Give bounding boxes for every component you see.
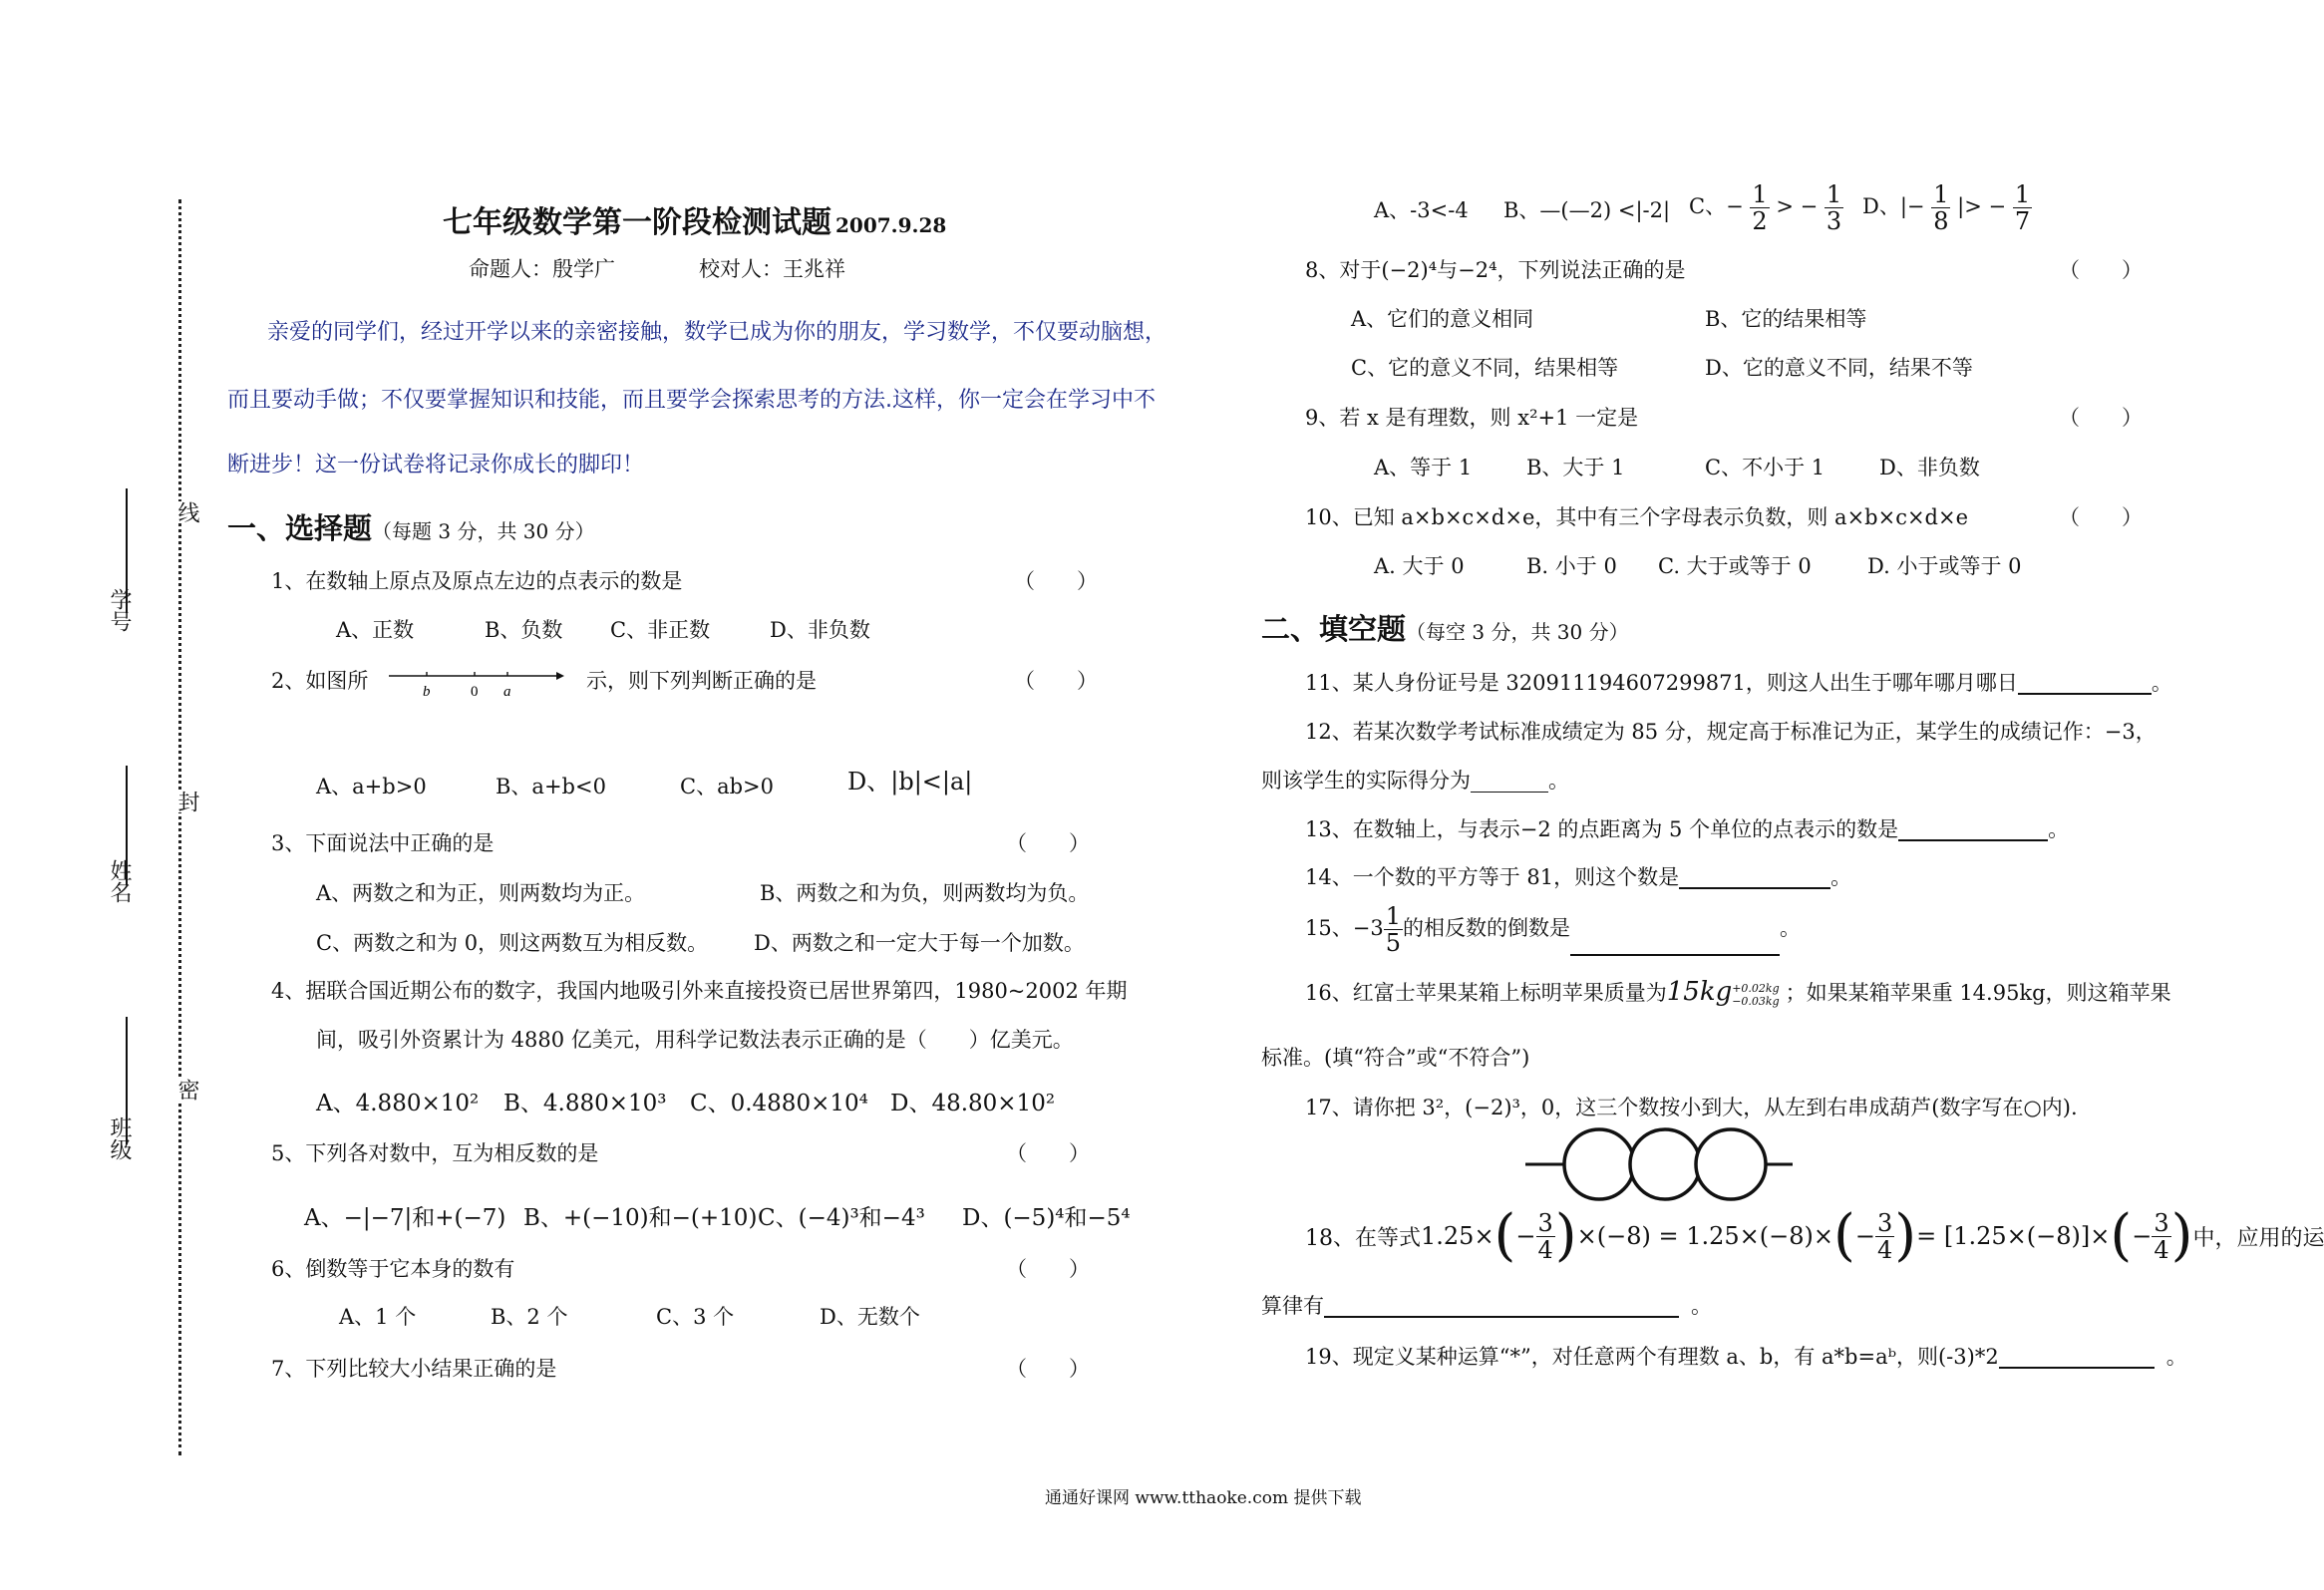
q7-option-b: B、—(—2) <|-2| [1503,198,1671,222]
q18-fraction-2: − [1854,1222,1875,1250]
q8-option-c: C、它的意义不同，结果相等 [1351,356,1619,380]
q18-line-1: 18、在等式 1.25× ( − $\frac{3}{4}$ ) ×(−8) = 1.25×(−8)× ( − $\frac{3}{4}$ ) = [1.25×(−8)]× ( − $\frac{3}{4}$ ) 中，应用的运 [1305,1203,2324,1268]
q14-answer-blank[interactable] [1679,867,1830,889]
q9-option-c: C、不小于 1 [1705,456,1826,479]
q16-prefix: 16、红富士苹果某箱上标明苹果质量为 [1305,981,1667,1005]
q7-option-d [1862,181,2032,234]
q7-d-prefix: D、|− [1862,194,1925,218]
q7-stem: 7、下列比较大小结果正确的是 [271,1357,557,1381]
exam-title: 七年级数学第一阶段检测试题 [443,205,831,240]
q10-stem: 10、已知 a×b×c×d×e，其中有三个字母表示负数，则 a×b×c×d×e [1305,505,1969,529]
q8-option-a: A、它们的意义相同 [1351,307,1534,331]
q1-option-d: D、非负数 [770,618,870,642]
q9-option-b: B、大于 1 [1526,456,1625,479]
q2-option-b: B、a+b<0 [496,775,606,798]
q3-stem: 3、下面说法中正确的是 [271,831,495,855]
q18-expr-1: 1.25× [1421,1222,1494,1250]
q19-text: 19、现定义某种运算“*”，对任意两个有理数 a、b，有 a*b=aᵇ，则(-3)*2 [1305,1345,1999,1369]
q3-option-b: B、两数之和为负，则两数均为负。 [760,881,1090,905]
q14-text: 14、一个数的平方等于 81，则这个数是 [1305,865,1680,889]
q6-option-d: D、无数个 [820,1305,920,1329]
q1-option-b: B、负数 [485,618,563,642]
q11-line [1305,671,2172,695]
q2-answer-paren: （ ） [1014,669,1098,693]
q12-end: 。 [1548,769,1569,793]
q2-option-d: D、|b|<|a| [847,768,973,795]
q7-d-fraction-2: $\frac{1}{7}$ [2014,180,2031,235]
q15-fraction: $\frac{1}{5}$ [1385,902,1401,957]
q2-number-line [387,662,566,702]
q19-end: 。 [2165,1345,2187,1369]
author-line: 命题人：殷学广 校对人：王兆祥 [469,257,845,281]
q14-end: 。 [1830,865,1852,889]
section1-note: （每题 3 分，共 30 分） [372,519,595,543]
q1-option-c: C、非正数 [610,618,711,642]
q6-option-a: A、1 个 [339,1305,417,1329]
binding-xuehao-line [126,488,128,613]
q12-text: 则该学生的实际得分为 [1261,769,1471,793]
q11-answer-blank[interactable] [2018,673,2152,695]
q18-expr-3: = [1.25×(−8)]× [1916,1222,2111,1250]
gourd-circle-2[interactable] [1630,1129,1700,1199]
q11-text: 11、某人身份证号是 320911194607299871，则这人出生于哪年哪月哪日 [1305,671,2018,695]
gourd-circle-3[interactable] [1696,1129,1766,1199]
intro-line-1: 亲爱的同学们，经过开学以来的亲密接触，数学已成为你的朋友，学习数学，不仅要动脑想， [267,320,1167,345]
q10-answer-paren: （ ） [2059,505,2143,529]
q2-stem-a: 2、如图所 [271,669,369,693]
q13-answer-blank[interactable] [1898,819,2048,841]
binding-xuehao-label: 学号 [107,588,132,632]
q3-option-a: A、两数之和为正，则两数均为正。 [316,881,646,905]
binding-dotted-line [178,199,181,1455]
q15-end: 。 [1779,916,1801,940]
binding-xian-label: 线 [171,501,202,523]
q10-option-b: B. 小于 0 [1526,554,1617,578]
q18-answer-blank[interactable] [1324,1296,1679,1318]
q19-line [1305,1345,2187,1369]
q5-option-d: D、(−5)⁴和−5⁴ [962,1205,1131,1231]
binding-feng-label: 封 [171,791,202,812]
q10-option-d: D. 小于或等于 0 [1867,554,2022,578]
q5-option-c: C、(−4)³和−4³ [758,1205,925,1231]
intro-line-2: 而且要动手做；不仅要掌握知识和技能，而且要学会探索思考的方法.这样，你一定会在学习中不 [227,388,1156,413]
q2-axis-a-label: a [503,684,511,700]
footer-text: 通通好课网 www.tthaoke.com 提供下载 [1045,1488,1362,1508]
q4-line-1: 4、据联合国近期公布的数字，我国内地吸引外来直接投资已居世界第四，1980~2002 年期 [271,979,1128,1003]
q7-c-mid: > − [1776,194,1819,218]
binding-banji-label: 班级 [107,1116,132,1160]
gourd-circle-1[interactable] [1564,1129,1634,1199]
q6-option-c: C、3 个 [656,1305,735,1329]
q8-answer-paren: （ ） [2059,258,2143,282]
q8-stem: 8、对于(−2)⁴与−2⁴，下列说法正确的是 [1305,258,1686,282]
q7-option-c [1689,181,1843,234]
q4-option-a: A、4.880×10² [316,1091,480,1116]
q3-answer-paren: （ ） [1006,831,1090,855]
q7-answer-paren: （ ） [1006,1357,1090,1381]
q9-option-a: A、等于 1 [1374,456,1473,479]
q15-prefix: 15、−3 [1305,916,1384,940]
page-title [443,197,946,241]
binding-banji-line [126,1017,128,1144]
q1-option-a: A、正数 [336,618,415,642]
q4-option-b: B、4.880×10³ [503,1091,667,1116]
q18-fraction-2b: $\frac{3}{4}$ [1876,1208,1893,1264]
binding-xingming-line [126,766,128,885]
q9-option-d: D、非负数 [1879,456,1980,479]
q5-stem: 5、下列各对数中，互为相反数的是 [271,1141,599,1165]
q1-answer-paren: （ ） [1014,569,1098,593]
q12-line-2 [1261,769,1569,793]
q2-option-c: C、ab>0 [680,775,774,798]
q18-text-2: 算律有 [1261,1294,1324,1318]
q5-option-b: B、+(−10)和−(+10) [523,1205,758,1231]
q4-line-2: 间，吸引外资累计为 4880 亿美元，用科学记数法表示正确的是（ ）亿美元。 [316,1028,1074,1052]
q5-option-a: A、−|−7|和+(−7) [304,1205,506,1231]
binding-mi-label: 密 [171,1079,202,1101]
section2-note: （每空 3 分，共 30 分） [1406,620,1629,644]
q10-option-a: A. 大于 0 [1374,554,1465,578]
q9-stem: 9、若 x 是有理数，则 x²+1 一定是 [1305,406,1639,430]
q6-option-b: B、2 个 [491,1305,568,1329]
q19-answer-blank[interactable] [1999,1347,2155,1369]
q13-text: 13、在数轴上，与表示−2 的点距离为 5 个单位的点表示的数是 [1305,817,1899,841]
section1-heading [227,506,595,547]
q7-d-fraction-1: $\frac{1}{8}$ [1933,180,1949,235]
q17-text: 17、请你把 3²，(−2)³，0，这三个数按小到大，从左到右串成葫芦(数字写在○内). [1305,1096,2078,1119]
q18-fraction-3: − [2132,1222,2153,1250]
q18-end: 。 [1691,1294,1712,1318]
q7-c-prefix: C、− [1689,194,1744,218]
q17-gourd-diagram [1525,1126,1795,1206]
q15-text: 的相反数的倒数是 [1402,916,1570,940]
q13-end: 。 [2048,817,2070,841]
q15-line [1305,903,1801,956]
intro-line-3: 断进步！这一份试卷将记录你成长的脚印！ [227,453,645,477]
q6-answer-paren: （ ） [1006,1257,1090,1281]
q11-end: 。 [2151,671,2172,695]
q7-d-mid: |> − [1957,194,2007,218]
q12-line-1: 12、若某次数学考试标准成绩定为 85 分，规定高于标准记为正，某学生的成绩记作：−3， [1305,720,2157,744]
q5-answer-paren: （ ） [1006,1141,1090,1165]
q7-c-fraction-2: $\frac{1}{3}$ [1826,180,1842,235]
binding-xingming-label: 姓名 [107,859,132,903]
q4-option-c: C、0.4880×10⁴ [690,1091,868,1116]
q3-option-d: D、两数之和一定大于每一个加数。 [754,931,1085,955]
q16-line-1 [1305,977,2171,1008]
q7-c-fraction-1: $\frac{1}{2}$ [1752,180,1768,235]
q12-answer-blank[interactable] [1471,772,1548,793]
q18-prefix: 18、在等式 [1305,1225,1421,1251]
q18-suffix: 中，应用的运 [2192,1225,2324,1251]
q9-answer-paren: （ ） [2059,406,2143,430]
q8-option-b: B、它的结果相等 [1705,307,1867,331]
q18-fraction-1: − [1515,1222,1536,1250]
q8-option-d: D、它的意义不同，结果不等 [1705,356,1973,380]
q18-line-2 [1261,1294,1712,1318]
q4-option-d: D、48.80×10² [890,1091,1056,1116]
q13-line [1305,817,2069,841]
q16-line-2: 标准。(填“符合”或“不符合”) [1261,1046,1530,1070]
q10-option-c: C. 大于或等于 0 [1658,554,1812,578]
q2-stem-b: 示，则下列判断正确的是 [586,669,817,693]
exam-date: 2007.9.28 [835,213,947,237]
q2-option-a: A、a+b>0 [316,775,427,798]
q18-expr-2: ×(−8) = 1.25×(−8)× [1576,1222,1833,1250]
section2-title: 二、填空题 [1261,612,1407,646]
q18-fraction-3b: $\frac{3}{4}$ [2154,1208,2169,1264]
q14-line [1305,865,1851,889]
q7-option-a: A、-3<-4 [1374,198,1469,222]
q16-mass: 15kg [1666,977,1733,1007]
section1-title: 一、选择题 [227,511,373,545]
q15-answer-blank[interactable] [1570,934,1780,956]
q6-stem: 6、倒数等于它本身的数有 [271,1257,515,1281]
q16-text: ；如果某箱苹果重 14.95kg，则这箱苹果 [1785,981,2171,1005]
q2-axis-b-label: b [423,684,431,700]
q2-axis-zero-label: 0 [471,684,479,700]
q3-option-c: C、两数之和为 0，则这两数互为相反数。 [316,931,709,955]
section2-heading [1261,607,1629,648]
q16-tolerance: +0.02kg −0.03kg [1732,981,1780,1008]
q18-fraction-1b: $\frac{3}{4}$ [1537,1208,1553,1264]
q1-stem: 1、在数轴上原点及原点左边的点表示的数是 [271,569,683,593]
